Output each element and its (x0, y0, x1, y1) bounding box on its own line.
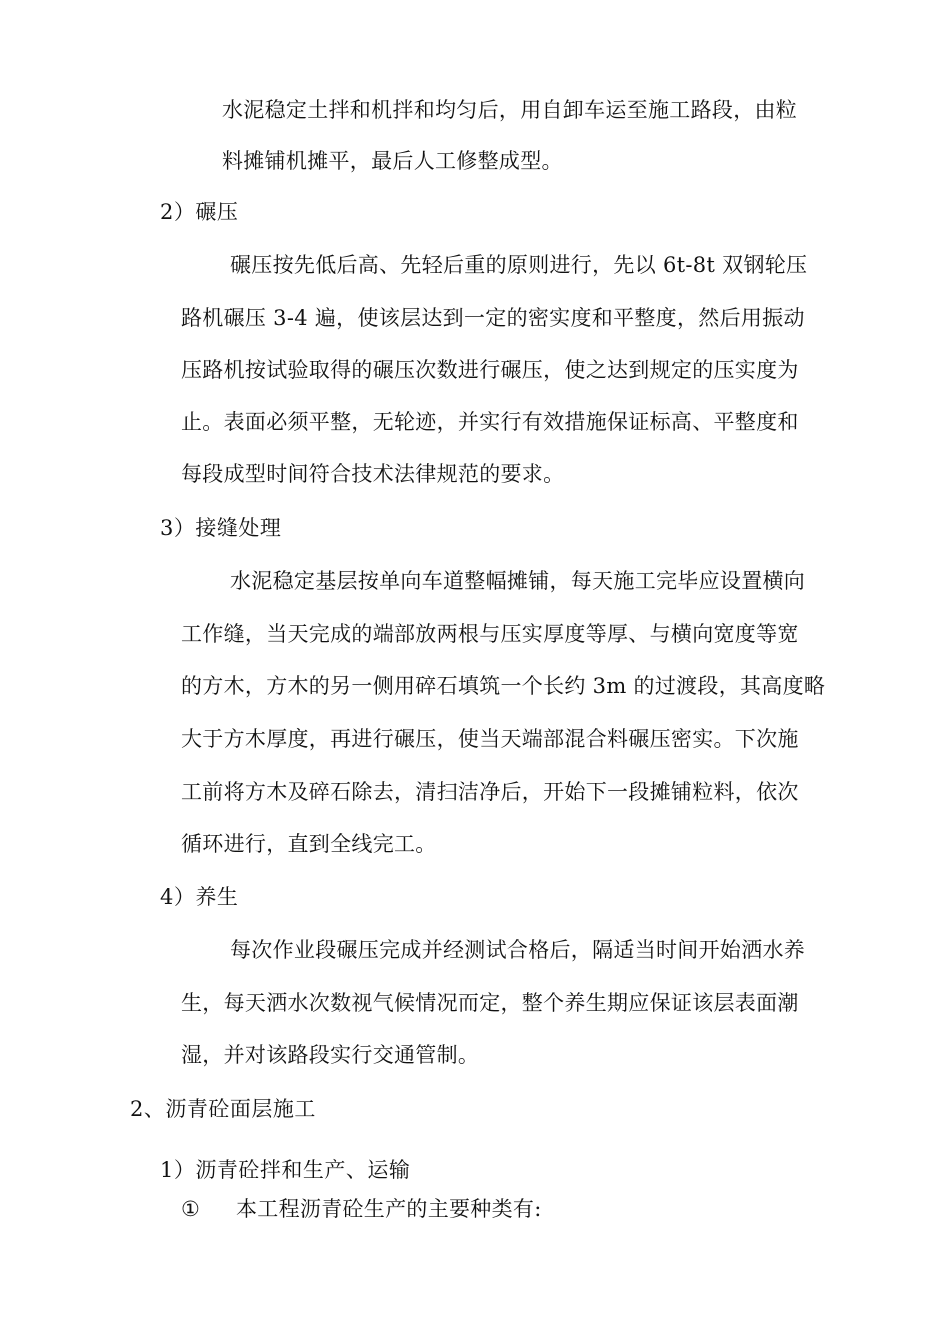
paragraph-joint-line-6: 循环进行，直到全线完工。 (181, 832, 437, 856)
paragraph-mixing-line-1: 水泥稳定土拌和机拌和均匀后，用自卸车运至施工路段，由粒 (222, 98, 798, 122)
paragraph-rolling-line-4: 止。表面必须平整，无轮迹，并实行有效措施保证标高、平整度和 (181, 410, 799, 434)
heading-curing: 4）养生 (160, 885, 239, 909)
list-marker-1: ① (181, 1197, 200, 1221)
paragraph-rolling-line-2: 路机碾压 3-4 遍，使该层达到一定的密实度和平整度，然后用振动 (181, 306, 805, 330)
paragraph-mixing-line-2: 料摊铺机摊平，最后人工修整成型。 (222, 149, 563, 173)
paragraph-curing-line-1: 每次作业段碾压完成并经测试合格后，隔适当时间开始洒水养 (230, 938, 806, 962)
paragraph-joint-line-4: 大于方木厚度，再进行碾压，使当天端部混合料碾压密实。下次施 (181, 727, 799, 751)
paragraph-rolling-line-5: 每段成型时间符合技术法律规范的要求。 (181, 462, 565, 486)
list-item-1-text: 本工程沥青砼生产的主要种类有: (236, 1197, 542, 1221)
heading-joint-treatment: 3）接缝处理 (160, 516, 282, 540)
paragraph-joint-line-1: 水泥稳定基层按单向车道整幅摊铺，每天施工完毕应设置横向 (230, 569, 806, 593)
heading-asphalt-surface: 2、沥青砼面层施工 (130, 1097, 316, 1121)
paragraph-joint-line-2: 工作缝，当天完成的端部放两根与压实厚度等厚、与横向宽度等宽 (181, 622, 799, 646)
paragraph-rolling-line-3: 压路机按试验取得的碾压次数进行碾压，使之达到规定的压实度为 (181, 358, 799, 382)
heading-asphalt-mixing: 1）沥青砼拌和生产、运输 (160, 1158, 411, 1182)
paragraph-joint-line-3: 的方木，方木的另一侧用碎石填筑一个长约 3m 的过渡段，其高度略 (181, 674, 826, 698)
paragraph-curing-line-3: 湿，并对该路段实行交通管制。 (181, 1043, 480, 1067)
paragraph-rolling-line-1: 碾压按先低后高、先轻后重的原则进行，先以 6t-8t 双钢轮压 (230, 253, 808, 277)
heading-rolling: 2）碾压 (160, 200, 239, 224)
paragraph-joint-line-5: 工前将方木及碎石除去，清扫洁净后，开始下一段摊铺粒料，依次 (181, 780, 799, 804)
paragraph-curing-line-2: 生，每天洒水次数视气候情况而定，整个养生期应保证该层表面潮 (181, 991, 799, 1015)
